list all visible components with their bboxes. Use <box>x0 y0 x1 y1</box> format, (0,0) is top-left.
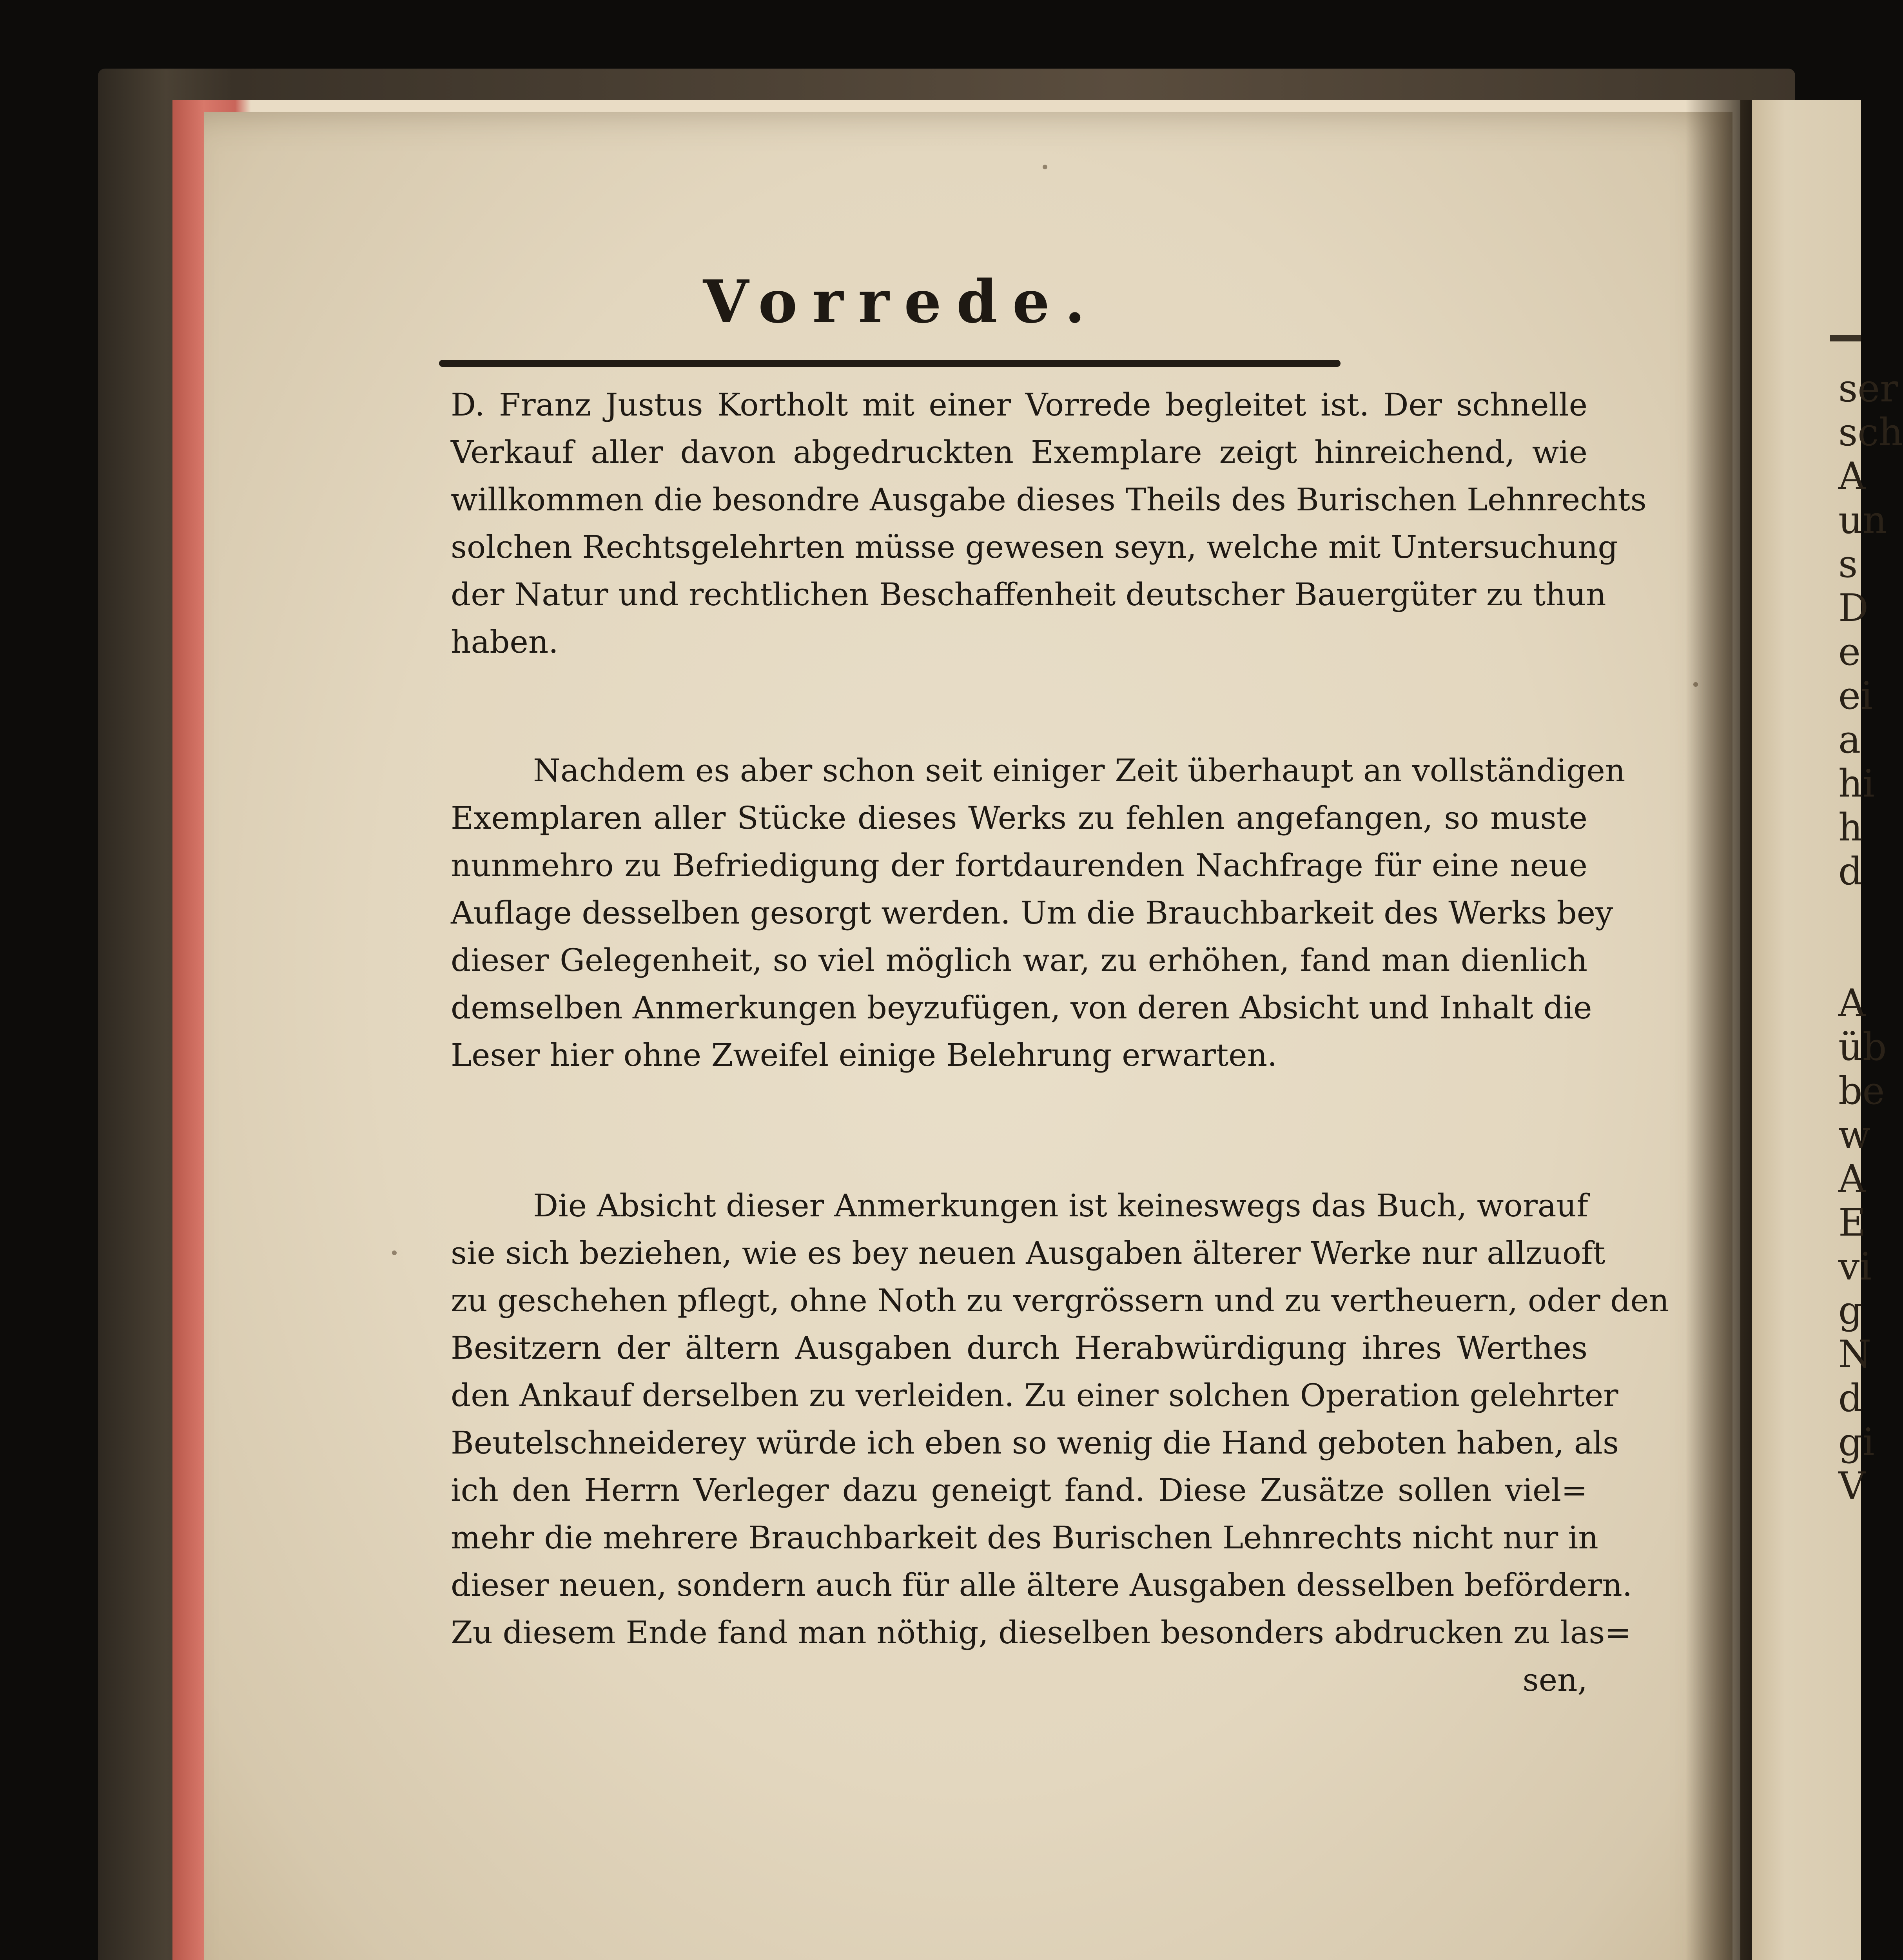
text-line: Zu diesem Ende fand man nöthig, dieselben besonders abdrucken zu las= <box>451 1614 1631 1651</box>
text-line: Exemplaren aller Stücke dieses Werks zu fehlen angefangen, so muste <box>451 800 1587 836</box>
paper-speck <box>1043 165 1047 169</box>
facing-page-fragment: ser <box>1838 367 1898 410</box>
text-line: willkommen die besondre Ausgabe dieses Theils des Burischen Lehnrechts <box>451 481 1647 518</box>
facing-page-fragment: a <box>1838 718 1861 762</box>
text-line: Leser hier ohne Zweifel einige Belehrung erwarten. <box>451 1037 1277 1073</box>
text-line: sie sich beziehen, wie es bey neuen Ausgaben älterer Werke nur allzuoft <box>451 1235 1605 1271</box>
text-line: ich den Herrn Verleger dazu geneigt fand. Diese Zusätze sollen viel= <box>451 1472 1587 1508</box>
facing-page-head-rule <box>1830 335 1861 341</box>
facing-page-fragment: üb <box>1838 1025 1887 1069</box>
text-line: Besitzern der ältern Ausgaben durch Herabwürdigung ihres Werthes <box>451 1330 1587 1366</box>
text-line: Die Absicht dieser Anmerkungen ist keineswegs das Buch, worauf <box>533 1187 1588 1224</box>
facing-page-fragment: d <box>1838 1376 1863 1420</box>
facing-page-fragment: be <box>1838 1069 1885 1113</box>
paper-speck <box>1693 682 1698 687</box>
text-line: Beutelschneiderey würde ich eben so wenig die Hand geboten haben, als <box>451 1425 1619 1461</box>
facing-page-fragment <box>1838 937 1861 981</box>
facing-page-fragment: E <box>1838 1201 1866 1245</box>
facing-page-fragment: hi <box>1838 762 1875 806</box>
text-line: Verkauf aller davon abgedruckten Exemplare zeigt hinreichend, wie <box>451 434 1587 470</box>
facing-page-fragment: A <box>1838 454 1866 498</box>
text-line: haben. <box>451 624 559 660</box>
text-line: den Ankauf derselben zu verleiden. Zu einer solchen Operation gelehrter <box>451 1377 1618 1414</box>
facing-page-fragment: sch <box>1838 410 1903 454</box>
facing-page-fragment: ei <box>1838 674 1873 718</box>
paragraph-2 <box>451 747 1625 1079</box>
text-line: D. Franz Justus Kortholt mit einer Vorrede begleitet ist. Der schnelle <box>451 387 1587 423</box>
text-line: zu geschehen pflegt, ohne Noth zu vergrössern und zu vertheuern, oder den <box>451 1282 1669 1319</box>
facing-page-fragment: g <box>1838 1289 1863 1332</box>
facing-page-fragment: A <box>1838 1157 1866 1201</box>
facing-page-fragment <box>1838 893 1861 937</box>
running-head: Vorrede. <box>703 267 1100 336</box>
facing-page-fragment: gi <box>1838 1420 1875 1464</box>
paper-speck <box>392 1250 397 1255</box>
text-line: Nachdem es aber schon seit einiger Zeit überhaupt an vollständigen <box>533 752 1625 789</box>
paragraph-1 <box>451 381 1647 666</box>
facing-page-fragment: un <box>1838 498 1887 542</box>
paragraph-3 <box>451 1182 1669 1704</box>
head-rule <box>439 360 1341 367</box>
text-line: der Natur und rechtlichen Beschaffenheit deutscher Bauergüter zu thun <box>451 576 1606 613</box>
facing-page-text-fragments <box>1838 367 1903 1508</box>
text-line: dieser Gelegenheit, so viel möglich war, zu erhöhen, fand man dienlich <box>451 942 1587 978</box>
facing-page-fragment: w <box>1838 1113 1871 1157</box>
facing-page-fragment: N <box>1838 1332 1871 1376</box>
catchword: sen, <box>1522 1662 1587 1698</box>
facing-page-fragment: h <box>1838 806 1863 849</box>
gutter-shadow <box>1685 100 1752 1960</box>
facing-page-fragment: V <box>1838 1464 1866 1508</box>
facing-page-fragment: A <box>1838 981 1866 1025</box>
facing-page-fragment: e <box>1838 630 1861 674</box>
text-line: demselben Anmerkungen beyzufügen, von deren Absicht und Inhalt die <box>451 989 1592 1026</box>
text-line: solchen Rechtsgelehrten müsse gewesen seyn, welche mit Untersuchung <box>451 529 1618 565</box>
text-line: mehr die mehrere Brauchbarkeit des Burischen Lehnrechts nicht nur in <box>451 1519 1598 1556</box>
facing-page-fragment: vi <box>1838 1245 1872 1289</box>
facing-page-fragment: D <box>1838 586 1869 630</box>
facing-page-fragment: d <box>1838 849 1863 893</box>
text-line: nunmehro zu Befriedigung der fortdaurenden Nachfrage für eine neue <box>451 847 1587 884</box>
text-line: Auflage desselben gesorgt werden. Um die Brauchbarkeit des Werks bey <box>451 895 1613 931</box>
facing-page-fragment: s <box>1838 542 1858 586</box>
text-line: dieser neuen, sondern auch für alle ältere Ausgaben desselben befördern. <box>451 1567 1633 1603</box>
